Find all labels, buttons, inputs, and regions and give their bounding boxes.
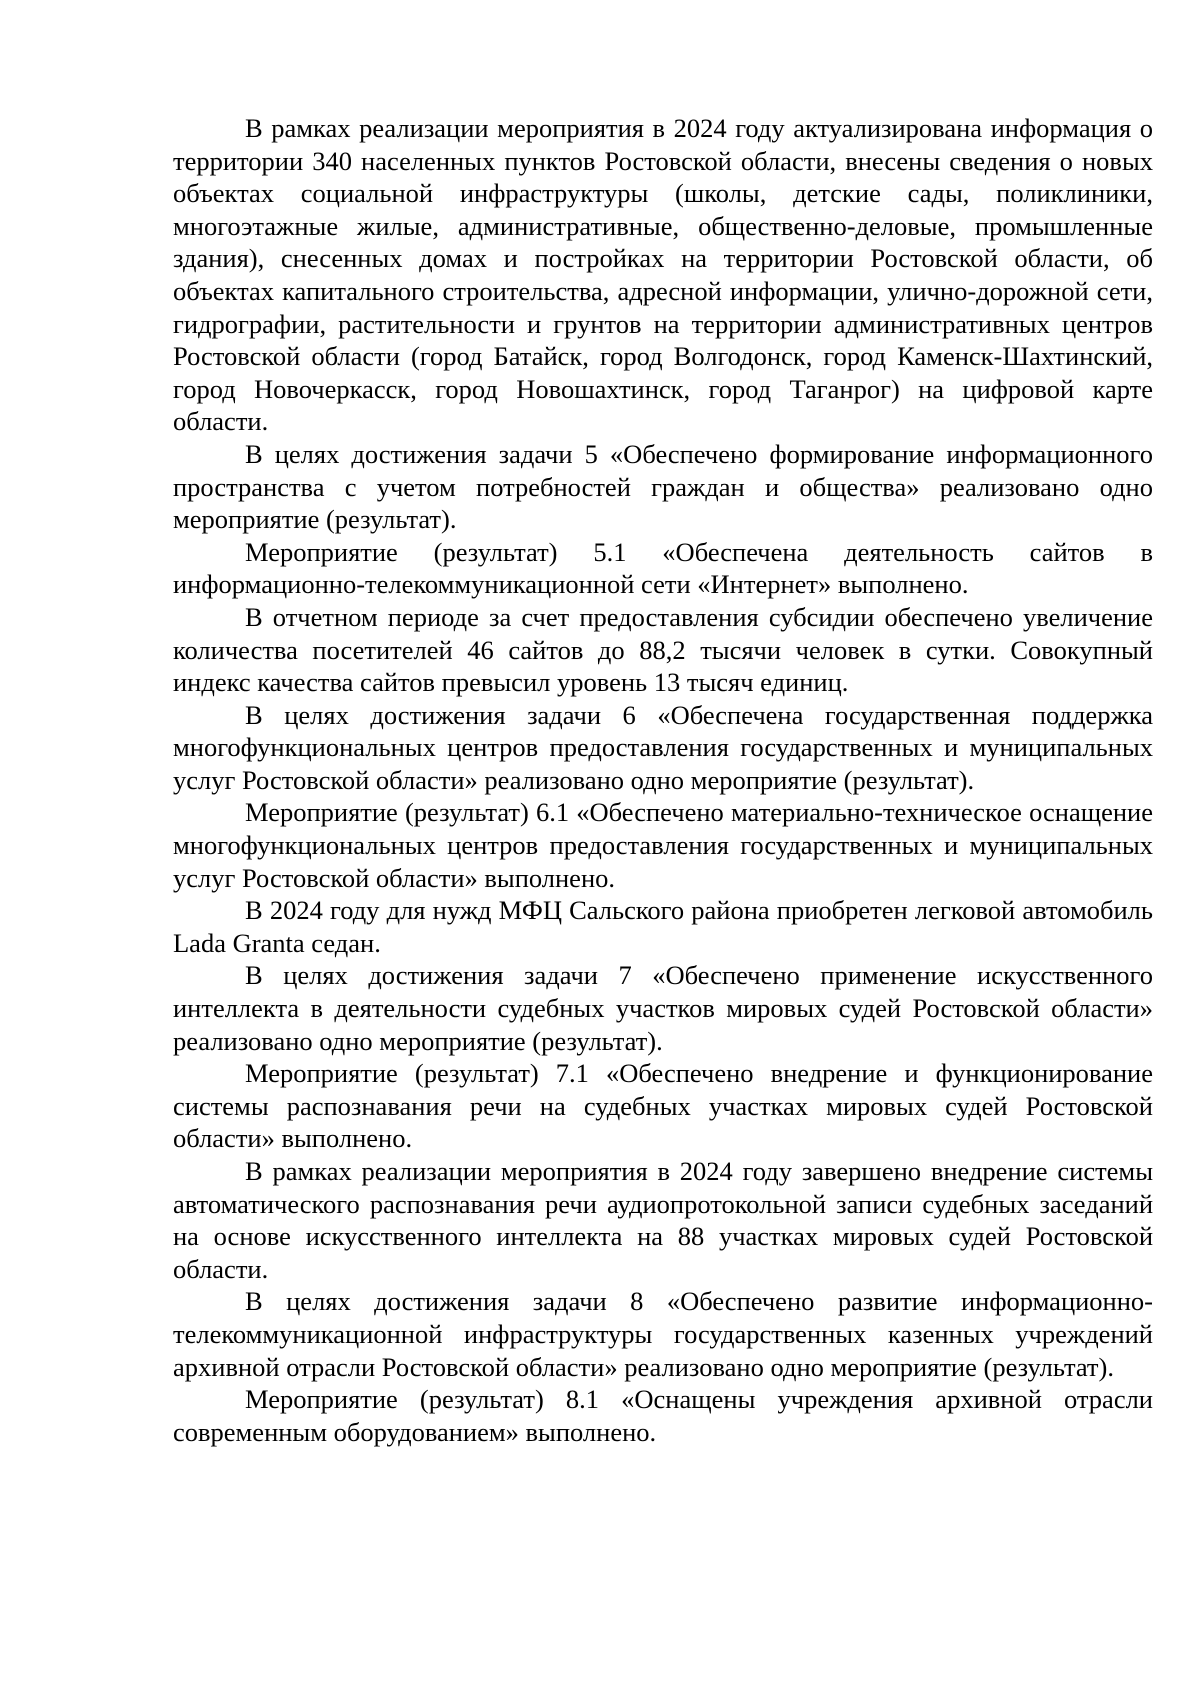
paragraph-task-7: В целях достижения задачи 7 «Обеспечено применение искусственного интеллекта в деятельности судебных участков мировых судей Ростовской области» реализовано одно мероприятие (результат). <box>173 960 1153 1056</box>
paragraph-task-8: В целях достижения задачи 8 «Обеспечено развитие информационно-телекоммуникационной инфраструктуры государственных казенных учреждений архивной отрасли Ростовской области» реализовано одно мероприятие (результат). <box>173 1286 1153 1382</box>
document-page <box>173 112 1153 1448</box>
paragraph-task-6: В целях достижения задачи 6 «Обеспечена государственная поддержка многофункциональных центров предоставления государственных и муниципальных услуг Ростовской области» реализовано одно мероприятие (результат). <box>173 699 1153 795</box>
paragraph-mfc-car: В 2024 году для нужд МФЦ Сальского района приобретен легковой автомобиль Lada Granta седан. <box>173 895 1153 958</box>
paragraph-websites-result: В отчетном периоде за счет предоставления субсидии обеспечено увеличение количества посетителей 46 сайтов до 88,2 тысячи человек в сутки. Совокупный индекс качества сайтов превысил уровень 13 тысяч единиц. <box>173 601 1153 698</box>
paragraph-measure-5-1: Мероприятие (результат) 5.1 «Обеспечена деятельность сайтов в информационно-телекоммуникационной сети «Интернет» выполнено. <box>173 536 1153 600</box>
paragraph-map-update: В рамках реализации мероприятия в 2024 году актуализирована информация о территории 340 населенных пунктов Ростовской области, внесены сведения о новых объектах социальной инфраструктуры (школы, детские сады, поликлиники, многоэтажные жилые, административные, общественно-деловые, промышленные здания), снесенных домах и постройках на территории Ростовской области, об объектах капитального строительства, адресной информации, улично-дорожной сети, гидрографии, растительности и грунтов на территории административных центров Ростовской области (город Батайск, город Волгодонск, город Каменск-Шахтинский, город Новочеркасск, город Новошахтинск, город Таганрог) на цифровой карте области. <box>173 113 1153 437</box>
paragraph-speech-recognition: В рамках реализации мероприятия в 2024 году завершено внедрение системы автоматического распознавания речи аудиопротокольной записи судебных заседаний на основе искусственного интеллекта на 88 участках мировых судей Ростовской области. <box>173 1156 1153 1284</box>
paragraph-measure-6-1: Мероприятие (результат) 6.1 «Обеспечено материально-техническое оснащение многофункциональных центров предоставления государственных и муниципальных услуг Ростовской области» выполнено. <box>173 797 1153 893</box>
paragraph-measure-8-1: Мероприятие (результат) 8.1 «Оснащены учреждения архивной отрасли современным оборудованием» выполнено. <box>173 1384 1153 1447</box>
paragraph-measure-7-1: Мероприятие (результат) 7.1 «Обеспечено внедрение и функционирование системы распознавания речи на судебных участках мировых судей Ростовской области» выполнено. <box>173 1058 1153 1154</box>
paragraph-task-5: В целях достижения задачи 5 «Обеспечено формирование информационного пространства с учетом потребностей граждан и общества» реализовано одно мероприятие (результат). <box>173 438 1153 535</box>
